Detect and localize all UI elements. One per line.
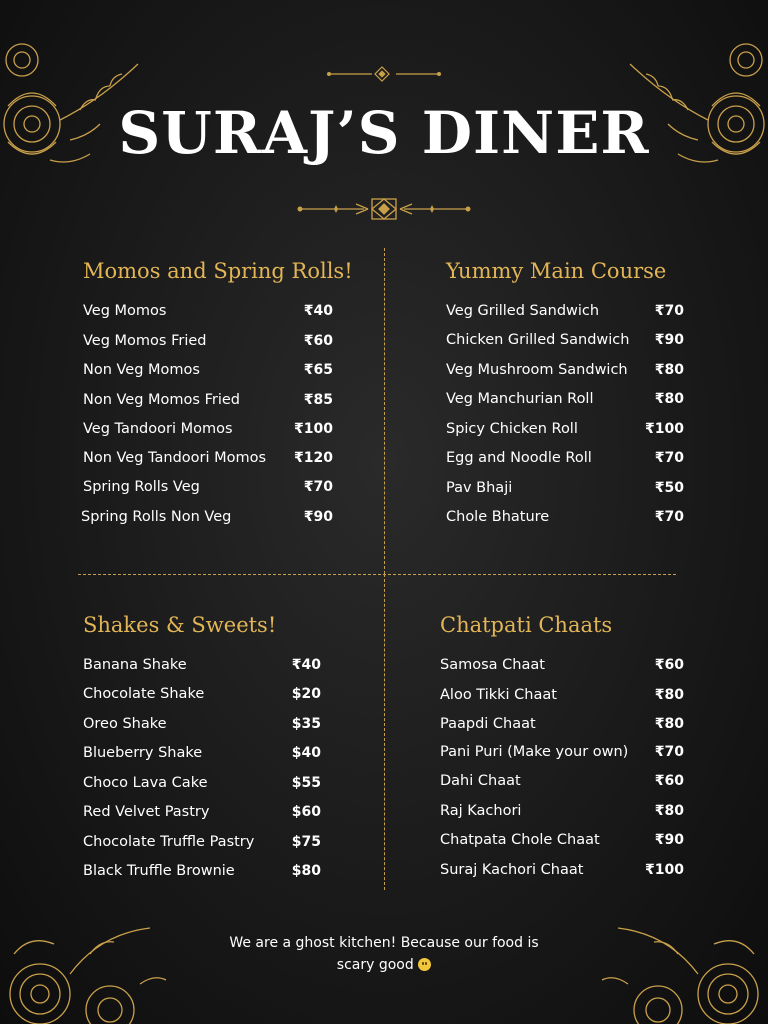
item-price: $60 xyxy=(291,804,321,820)
section-main-course xyxy=(446,259,696,525)
section-heading: Momos and Spring Rolls! xyxy=(83,259,353,283)
item-name: Chocolate Shake xyxy=(83,686,205,702)
item-name: Egg and Noodle Roll xyxy=(446,450,592,466)
item-name: Chicken Grilled Sandwich xyxy=(446,332,630,348)
item-name: Paapdi Chaat xyxy=(440,716,536,732)
item-price: ₹80 xyxy=(654,362,684,378)
item-name: Blueberry Shake xyxy=(83,745,203,761)
item-price: ₹80 xyxy=(654,391,684,407)
item-name: Veg Momos xyxy=(83,303,167,319)
item-price: ₹70 xyxy=(654,744,684,760)
vertical-divider-top xyxy=(384,248,385,574)
item-name: Veg Manchurian Roll xyxy=(446,391,594,407)
item-price: ₹70 xyxy=(654,509,684,525)
item-price: ₹40 xyxy=(303,303,333,319)
item-price: $20 xyxy=(291,686,321,702)
item-price: ₹90 xyxy=(654,832,684,848)
item-name: Veg Mushroom Sandwich xyxy=(446,362,628,378)
item-price: $75 xyxy=(291,834,321,850)
item-name: Chole Bhature xyxy=(446,509,550,525)
item-name: Aloo Tikki Chaat xyxy=(440,687,557,703)
section-chaats xyxy=(440,613,700,878)
item-name: Veg Grilled Sandwich xyxy=(446,303,600,319)
item-name: Spring Rolls Non Veg xyxy=(81,509,232,525)
item-price: ₹40 xyxy=(291,657,321,673)
item-price: ₹50 xyxy=(654,480,684,496)
item-price: ₹80 xyxy=(654,803,684,819)
item-price: ₹120 xyxy=(294,450,333,466)
item-price: ₹100 xyxy=(645,862,684,878)
footer-line-2: scary good xyxy=(336,957,414,973)
item-name: Choco Lava Cake xyxy=(83,775,208,791)
item-price: $80 xyxy=(291,863,321,879)
item-name: Spicy Chicken Roll xyxy=(446,421,578,437)
item-name: Dahi Chaat xyxy=(440,773,521,789)
item-name: Oreo Shake xyxy=(83,716,167,732)
section-momos xyxy=(81,259,353,525)
item-name: Red Velvet Pastry xyxy=(83,804,210,820)
item-price: ₹90 xyxy=(303,509,333,525)
item-name: Black Truffle Brownie xyxy=(83,863,235,879)
item-price: ₹80 xyxy=(654,687,684,703)
item-price: $40 xyxy=(291,745,321,761)
item-name: Raj Kachori xyxy=(440,803,522,819)
item-price: ₹65 xyxy=(303,362,333,378)
item-price: $35 xyxy=(291,716,321,732)
vertical-divider-bottom xyxy=(384,574,385,890)
section-shakes-sweets xyxy=(83,613,343,879)
item-name: Chatpata Chole Chaat xyxy=(440,832,600,848)
floral-corner-bottom-left-icon xyxy=(0,914,170,1024)
item-name: Banana Shake xyxy=(83,657,187,673)
item-name: Non Veg Tandoori Momos xyxy=(83,450,267,466)
item-price: ₹60 xyxy=(654,657,684,673)
section-heading: Shakes & Sweets! xyxy=(83,613,277,637)
section-heading: Chatpati Chaats xyxy=(440,613,613,637)
item-name: Spring Rolls Veg xyxy=(83,479,200,495)
item-name: Suraj Kachori Chaat xyxy=(440,862,584,878)
item-price: ₹60 xyxy=(303,333,333,349)
item-price: ₹60 xyxy=(654,773,684,789)
item-name: Veg Tandoori Momos xyxy=(83,421,233,437)
restaurant-title: SURAJ’S DINER xyxy=(118,99,650,167)
item-price: ₹80 xyxy=(654,716,684,732)
item-name: Veg Momos Fried xyxy=(83,333,207,349)
section-heading: Yummy Main Course xyxy=(446,259,667,283)
ornament-divider-bottom-icon xyxy=(296,196,472,222)
item-price: ₹70 xyxy=(654,450,684,466)
item-price: $55 xyxy=(291,775,321,791)
item-name: Samosa Chaat xyxy=(440,657,545,673)
horizontal-divider xyxy=(78,574,676,575)
item-name: Pani Puri (Make your own) xyxy=(440,744,629,760)
grinning-face-icon xyxy=(418,958,431,971)
item-price: ₹70 xyxy=(303,479,333,495)
footer-tagline xyxy=(184,932,584,976)
item-price: ₹100 xyxy=(294,421,333,437)
footer-line-1: We are a ghost kitchen! Because our food is xyxy=(229,935,539,951)
item-name: Chocolate Truffle Pastry xyxy=(83,834,255,850)
ornament-divider-top-icon xyxy=(326,66,442,82)
floral-corner-bottom-right-icon xyxy=(578,914,768,1024)
item-name: Non Veg Momos xyxy=(83,362,200,378)
item-price: ₹70 xyxy=(654,303,684,319)
footer-line-2-wrap xyxy=(184,954,584,976)
item-price: ₹100 xyxy=(645,421,684,437)
item-price: ₹85 xyxy=(303,392,333,408)
item-name: Pav Bhaji xyxy=(446,480,513,496)
item-price: ₹90 xyxy=(654,332,684,348)
item-name: Non Veg Momos Fried xyxy=(83,392,240,408)
